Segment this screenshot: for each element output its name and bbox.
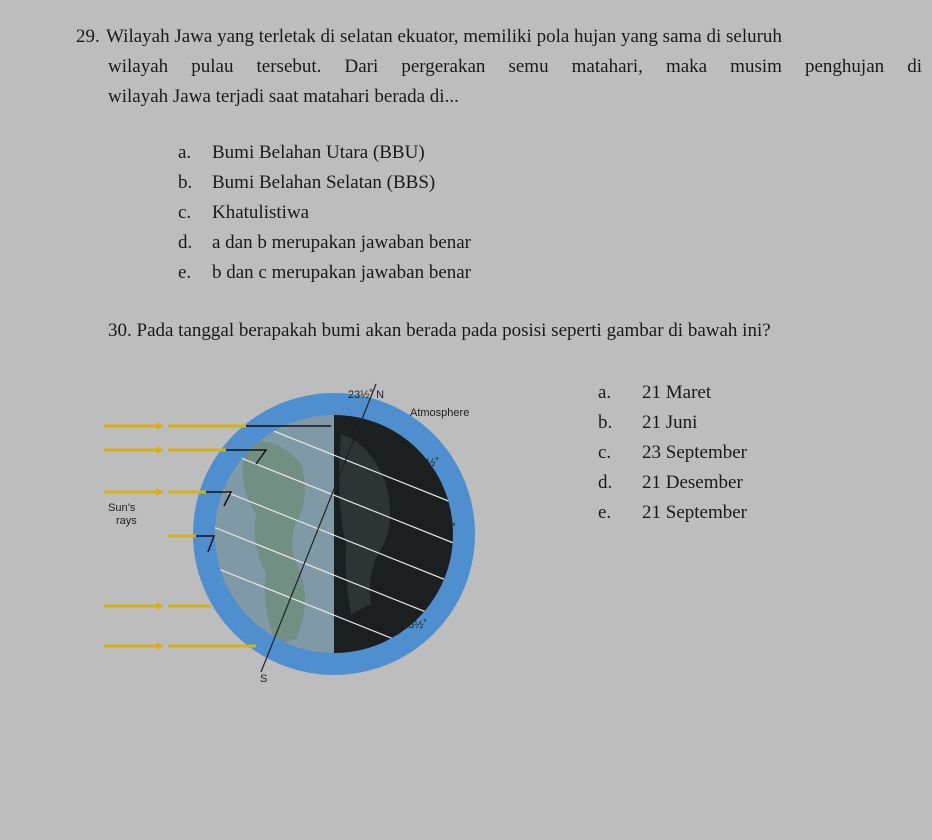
sun-ray-arrowhead — [156, 446, 164, 454]
north-label: 23½˚ N — [348, 389, 385, 401]
earth-seasons-diagram — [96, 374, 496, 694]
option-text: a dan b merupakan jawaban benar — [212, 232, 472, 253]
sun-ray-arrowhead — [156, 488, 164, 496]
option-text: 21 Desember — [642, 472, 743, 493]
option-letter: d. — [178, 232, 193, 253]
q29-option-e[interactable] — [178, 258, 471, 288]
q30-option-c[interactable] — [598, 438, 747, 468]
option-letter: e. — [178, 262, 192, 283]
latitude-66-label: 66½˚ — [414, 457, 440, 469]
q29-option-d[interactable] — [178, 228, 471, 258]
question-line-2: wilayah pulau tersebut. Dari pergerakan semu matahari, maka musim penghujan di — [108, 56, 922, 77]
option-text: 21 Maret — [642, 382, 712, 403]
option-letter: d. — [598, 472, 613, 493]
option-letter: a. — [178, 142, 192, 163]
latitude-23-label: 23½˚ — [402, 619, 428, 631]
q30-option-e[interactable] — [598, 498, 747, 528]
q30-option-d[interactable] — [598, 468, 743, 498]
option-letter: a. — [598, 382, 612, 403]
sun-rays-label-line1: Sun’s — [108, 502, 136, 514]
q29-option-c[interactable] — [178, 198, 309, 228]
option-text: Khatulistiwa — [212, 202, 310, 223]
question-30: 30. Pada tanggal berapakah bumi akan berada pada posisi seperti gambar di bawah ini? — [108, 320, 771, 341]
question-number: 29. — [76, 26, 100, 47]
sun-ray-arrowhead — [156, 602, 164, 610]
question-29 — [76, 22, 922, 52]
question-line-3: wilayah Jawa terjadi saat matahari berada di... — [108, 86, 459, 107]
sun-ray-arrowhead — [156, 642, 164, 650]
option-text: Bumi Belahan Utara (BBU) — [212, 142, 425, 163]
option-text: 21 Juni — [642, 412, 698, 433]
sun-ray-arrowhead — [156, 422, 164, 430]
atmosphere-label: Atmosphere — [410, 407, 470, 419]
angle-90-label: 90˚ — [372, 427, 388, 439]
option-text: 23 September — [642, 442, 748, 463]
option-letter: e. — [598, 502, 612, 523]
option-letter: b. — [598, 412, 613, 433]
latitude-0-label: 0˚ — [430, 579, 440, 591]
q30-option-a[interactable] — [598, 378, 711, 408]
option-text: b dan c merupakan jawaban benar — [212, 262, 472, 283]
option-text: Bumi Belahan Selatan (BBS) — [212, 172, 436, 193]
option-letter: b. — [178, 172, 193, 193]
q29-option-b[interactable] — [178, 168, 435, 198]
option-text: 21 September — [642, 502, 748, 523]
question-line-1: Wilayah Jawa yang terletak di selatan ekuator, memiliki pola hujan yang sama di seluruh — [106, 26, 782, 47]
south-label: S — [260, 673, 268, 685]
option-letter: c. — [178, 202, 192, 223]
option-letter: c. — [598, 442, 612, 463]
latitude-30-label: 30˚ — [440, 523, 456, 535]
sun-rays-label-line2: rays — [116, 515, 137, 527]
q29-option-a[interactable] — [178, 138, 425, 168]
q30-option-b[interactable] — [598, 408, 697, 438]
